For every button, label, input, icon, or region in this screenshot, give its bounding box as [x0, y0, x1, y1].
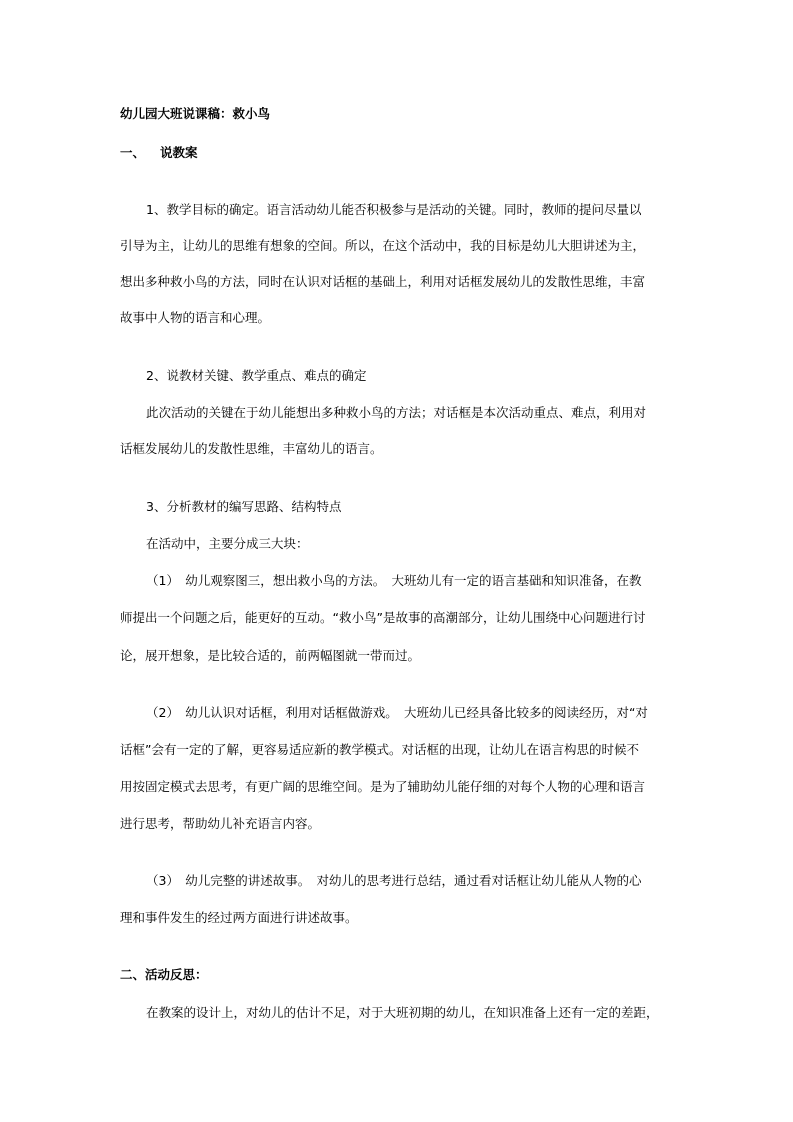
paragraph-line: 此次活动的关键在于幼儿能想出多种救小鸟的方法；对话框是本次活动重点、难点，利用对 — [146, 405, 647, 420]
section-number: 一、 — [120, 145, 146, 160]
list-item-line: 用按固定模式去思考，有更广阔的思维空间。是为了辅助幼儿能仔细的对每个人物的心理和语言 — [120, 779, 646, 794]
list-item-line: 论，展开想象，是比较合适的，前两幅图就一带而过。 — [120, 648, 421, 663]
paragraph-line: 想出多种救小鸟的方法，同时在认识对话框的基础上，利用对话框发展幼儿的发散性思维，丰富 — [120, 274, 646, 289]
paragraph-line: 话框发展幼儿的发散性思维，丰富幼儿的语言。 — [120, 441, 383, 456]
subheading: 3、分析教材的编写思路、结构特点 — [146, 499, 342, 514]
section-label: 说教案 — [160, 145, 198, 160]
section-heading-1 — [120, 145, 198, 161]
list-item-line: 师提出一个问题之后，能更好的互动。“救小鸟”是故事的高潮部分，让幼儿围绕中心问题进行讨 — [120, 610, 646, 625]
document-title: 幼儿园大班说课稿：救小鸟 — [120, 106, 271, 121]
paragraph-line: 引导为主，让幼儿的思维有想象的空间。所以，在这个活动中，我的目标是幼儿大胆讲述为主， — [120, 238, 646, 253]
section-heading-2: 二、活动反思： — [120, 967, 208, 982]
list-item-line: （3） 幼儿完整的讲述故事。 对幼儿的思考进行总结，通过看对话框让幼儿能从人物的心 — [146, 873, 642, 888]
paragraph-line: 1、教学目标的确定。语言活动幼儿能否积极参与是活动的关键。同时，教师的提问尽量以 — [146, 202, 642, 217]
list-item-line: 进行思考，帮助幼儿补充语言内容。 — [120, 816, 321, 831]
list-item-line: 理和事件发生的经过两方面进行讲述故事。 — [120, 910, 358, 925]
paragraph-line: 在教案的设计上，对幼儿的估计不足，对于大班初期的幼儿，在知识准备上还有一定的差距， — [146, 1005, 659, 1020]
list-item-line: （2） 幼儿认识对话框，利用对话框做游戏。 大班幼儿已经具备比较多的阅读经历，对“对 — [146, 705, 648, 720]
list-item-line: 话框”会有一定的了解，更容易适应新的教学模式。对话框的出现，让幼儿在语言构思的时候不 — [120, 742, 639, 757]
paragraph-line: 故事中人物的语言和心理。 — [120, 310, 271, 325]
subheading: 2、说教材关键、教学重点、难点的确定 — [146, 368, 367, 383]
paragraph-line: 在活动中，主要分成三大块： — [146, 536, 309, 551]
list-item-line: （1） 幼儿观察图三，想出救小鸟的方法。 大班幼儿有一定的语言基础和知识准备，在教 — [146, 573, 642, 588]
